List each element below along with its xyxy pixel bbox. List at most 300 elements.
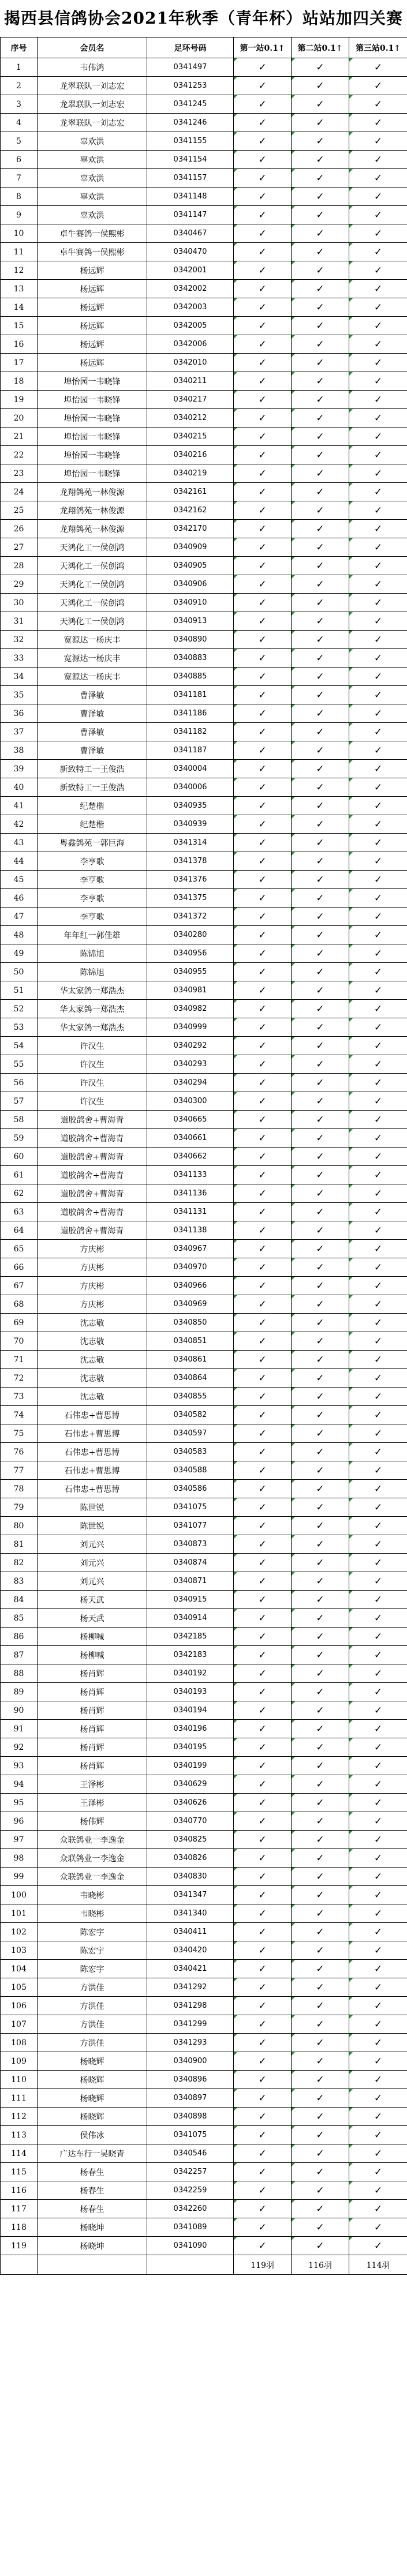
cell-flag-icon <box>349 58 353 62</box>
row-number: 29 <box>1 575 38 594</box>
stage-3-check <box>349 981 407 1000</box>
check-icon: ✓ <box>258 818 267 830</box>
cell-flag-icon <box>234 1221 237 1225</box>
check-icon: ✓ <box>374 393 383 406</box>
cell-flag-icon <box>292 1498 295 1502</box>
cell-flag-icon <box>292 114 295 117</box>
cell-flag-icon <box>292 981 295 985</box>
check-icon: ✓ <box>258 153 267 166</box>
row-number: 119 <box>1 2237 38 2255</box>
member-name: 众联鸽业一李逸金 <box>38 1868 147 1886</box>
cell-flag-icon <box>292 557 295 560</box>
check-icon: ✓ <box>374 837 383 849</box>
check-icon: ✓ <box>258 1907 267 1919</box>
check-icon: ✓ <box>374 1187 383 1199</box>
member-name: 曹泽敏 <box>38 686 147 704</box>
check-icon: ✓ <box>258 338 267 350</box>
member-name: 方洪佳 <box>38 2034 147 2052</box>
stage-2-check <box>292 1757 349 1775</box>
row-number: 52 <box>1 1000 38 1018</box>
member-name: 众联鸽业一李逸金 <box>38 1831 147 1849</box>
row-number: 55 <box>1 1055 38 1074</box>
check-icon: ✓ <box>374 1833 383 1846</box>
stage-1-check <box>234 926 292 944</box>
stage-3-check <box>349 2163 407 2181</box>
stage-2-check <box>292 2089 349 2108</box>
cell-flag-icon <box>349 1461 353 1465</box>
stage-1-check <box>234 1055 292 1074</box>
check-icon: ✓ <box>316 1483 324 1495</box>
stage-2-check <box>292 1831 349 1849</box>
cell-flag-icon <box>234 1757 237 1760</box>
cell-flag-icon <box>292 1018 295 1022</box>
member-name: 杨远辉 <box>38 298 147 317</box>
check-icon: ✓ <box>374 1963 383 1975</box>
check-icon: ✓ <box>374 541 383 553</box>
ring-number: 0341378 <box>147 852 234 871</box>
table-row <box>1 1388 407 1406</box>
stage-2-check <box>292 446 349 464</box>
stage-2-check <box>292 1443 349 1461</box>
member-name: 辜欢洪 <box>38 151 147 169</box>
stage-2-check <box>292 686 349 704</box>
cell-flag-icon <box>292 1978 295 1982</box>
ring-number: 0341138 <box>147 1221 234 1240</box>
member-name: 王泽彬 <box>38 1794 147 1812</box>
table-row <box>1 77 407 95</box>
check-icon: ✓ <box>316 2000 324 2012</box>
check-icon: ✓ <box>258 1778 267 1790</box>
check-icon: ✓ <box>258 1132 267 1144</box>
cell-flag-icon <box>292 1443 295 1446</box>
ring-number: 0340470 <box>147 243 234 261</box>
stage-3-check <box>349 557 407 575</box>
check-icon: ✓ <box>374 873 383 886</box>
check-icon: ✓ <box>374 1815 383 1827</box>
cell-flag-icon <box>349 1923 353 1926</box>
check-icon: ✓ <box>316 2055 324 2067</box>
member-name: 新致特工一王俊浩 <box>38 760 147 778</box>
ring-number: 0340935 <box>147 797 234 815</box>
table-row <box>1 1535 407 1554</box>
check-icon: ✓ <box>374 1926 383 1938</box>
stage-3-check <box>349 1406 407 1424</box>
ring-number: 0341077 <box>147 1517 234 1535</box>
table-row <box>1 280 407 298</box>
cell-flag-icon <box>292 1664 295 1668</box>
check-icon: ✓ <box>316 1132 324 1144</box>
ring-number: 0340546 <box>147 2144 234 2163</box>
stage-1-check <box>234 2052 292 2071</box>
check-icon: ✓ <box>316 1630 324 1643</box>
cell-flag-icon <box>349 2163 353 2166</box>
stage-2-check <box>292 2126 349 2144</box>
stage-1-check <box>234 741 292 760</box>
stage-3-check <box>349 2181 407 2200</box>
table-row <box>1 1997 407 2015</box>
table-row <box>1 760 407 778</box>
cell-flag-icon <box>349 871 353 874</box>
stage-2-check <box>292 1221 349 1240</box>
check-icon: ✓ <box>258 1224 267 1236</box>
check-icon: ✓ <box>258 1944 267 1956</box>
table-row <box>1 1904 407 1923</box>
check-icon: ✓ <box>316 763 324 775</box>
cell-flag-icon <box>349 317 353 320</box>
table-row <box>1 261 407 280</box>
cell-flag-icon <box>349 1184 353 1188</box>
check-icon: ✓ <box>316 1206 324 1218</box>
check-icon: ✓ <box>374 61 383 73</box>
table-row <box>1 723 407 741</box>
check-icon: ✓ <box>258 1870 267 1883</box>
check-icon: ✓ <box>316 726 324 738</box>
check-icon: ✓ <box>316 578 324 590</box>
check-icon: ✓ <box>316 744 324 756</box>
table-row <box>1 1184 407 1203</box>
check-icon: ✓ <box>258 2037 267 2049</box>
cell-flag-icon <box>292 335 295 339</box>
table-row <box>1 2144 407 2163</box>
stage-2-check <box>292 2144 349 2163</box>
cell-flag-icon <box>292 1203 295 1206</box>
check-icon: ✓ <box>374 2073 383 2086</box>
ring-number: 0342260 <box>147 2200 234 2218</box>
row-number: 34 <box>1 668 38 686</box>
stage-2-check <box>292 464 349 483</box>
cell-flag-icon <box>234 1314 237 1317</box>
cell-flag-icon <box>292 1683 295 1686</box>
stage-3-check <box>349 963 407 981</box>
member-name: 杨晓辉 <box>38 2052 147 2071</box>
cell-flag-icon <box>292 1591 295 1594</box>
stage-3-check <box>349 1148 407 1166</box>
check-icon: ✓ <box>374 117 383 129</box>
cell-flag-icon <box>349 1738 353 1742</box>
stage-1-check <box>234 132 292 151</box>
cell-flag-icon <box>234 1351 237 1354</box>
stage-3-check <box>349 1775 407 1794</box>
member-name: 韦晓彬 <box>38 1904 147 1923</box>
stage-3-check <box>349 280 407 298</box>
cell-flag-icon <box>234 188 237 191</box>
check-icon: ✓ <box>316 670 324 683</box>
check-icon: ✓ <box>316 1723 324 1735</box>
check-icon: ✓ <box>258 800 267 812</box>
member-name: 方洪佳 <box>38 1978 147 1997</box>
check-icon: ✓ <box>258 984 267 996</box>
member-name: 杨春生 <box>38 2200 147 2218</box>
cell-flag-icon <box>349 243 353 246</box>
table-row <box>1 1258 407 1277</box>
check-icon: ✓ <box>374 818 383 830</box>
check-icon: ✓ <box>258 246 267 258</box>
cell-flag-icon <box>234 1794 237 1797</box>
ring-number: 0342259 <box>147 2181 234 2200</box>
check-icon: ✓ <box>258 2203 267 2215</box>
cell-flag-icon <box>349 704 353 708</box>
table-row <box>1 1517 407 1535</box>
ring-number: 0340193 <box>147 1683 234 1701</box>
row-number: 116 <box>1 2181 38 2200</box>
check-icon: ✓ <box>316 117 324 129</box>
check-icon: ✓ <box>258 1963 267 1975</box>
stage-2-check <box>292 981 349 1000</box>
row-number: 108 <box>1 2034 38 2052</box>
cell-flag-icon <box>234 557 237 560</box>
stage-2-check <box>292 1018 349 1037</box>
member-name: 埠怡园一韦晓锋 <box>38 464 147 483</box>
row-number: 24 <box>1 483 38 501</box>
cell-flag-icon <box>349 354 353 357</box>
cell-flag-icon <box>292 243 295 246</box>
cell-flag-icon <box>292 298 295 302</box>
cell-flag-icon <box>349 1941 353 1945</box>
member-name: 石伟忠+曹思博 <box>38 1461 147 1480</box>
check-icon: ✓ <box>374 1372 383 1384</box>
cell-flag-icon <box>349 1794 353 1797</box>
check-icon: ✓ <box>258 1077 267 1089</box>
check-icon: ✓ <box>316 1095 324 1107</box>
check-icon: ✓ <box>258 1003 267 1015</box>
stage-3-check <box>349 815 407 834</box>
member-name: 纪楚楷 <box>38 797 147 815</box>
stage-3-check <box>349 1277 407 1295</box>
stage-3-check <box>349 797 407 815</box>
member-name: 道胶鸽舍+曹海青 <box>38 1129 147 1148</box>
stage-2-check <box>292 483 349 501</box>
cell-flag-icon <box>234 834 237 837</box>
row-number: 26 <box>1 520 38 538</box>
ring-number: 0341131 <box>147 1203 234 1221</box>
row-number: 38 <box>1 741 38 760</box>
table-row <box>1 2218 407 2237</box>
check-icon: ✓ <box>258 117 267 129</box>
cell-flag-icon <box>349 1332 353 1336</box>
ring-number: 0340830 <box>147 1868 234 1886</box>
member-name: 杨晓坤 <box>38 2218 147 2237</box>
ring-number: 0342010 <box>147 354 234 372</box>
cell-flag-icon <box>234 1960 237 1963</box>
stage-2-check <box>292 1554 349 1572</box>
check-icon: ✓ <box>374 172 383 184</box>
ring-number: 0340910 <box>147 594 234 612</box>
cell-flag-icon <box>234 224 237 228</box>
stage-3-check <box>349 1720 407 1738</box>
check-icon: ✓ <box>374 2110 383 2123</box>
stage-1-check <box>234 1609 292 1628</box>
stage-1-check <box>234 188 292 206</box>
row-number: 57 <box>1 1092 38 1111</box>
check-icon: ✓ <box>258 1483 267 1495</box>
member-name: 沈志敬 <box>38 1314 147 1332</box>
table-row <box>1 501 407 520</box>
check-icon: ✓ <box>258 1686 267 1698</box>
cell-flag-icon <box>234 1240 237 1243</box>
member-name: 杨远辉 <box>38 354 147 372</box>
stage-2-check <box>292 1277 349 1295</box>
table-row <box>1 1978 407 1997</box>
row-number: 111 <box>1 2089 38 2108</box>
ring-number: 0342185 <box>147 1628 234 1646</box>
cell-flag-icon <box>292 1628 295 1631</box>
stage-3-check <box>349 95 407 114</box>
table-row <box>1 1609 407 1628</box>
stage-2-check <box>292 1609 349 1628</box>
ring-number: 0341372 <box>147 908 234 926</box>
check-icon: ✓ <box>316 2184 324 2196</box>
check-icon: ✓ <box>316 1981 324 1993</box>
stage-2-check <box>292 151 349 169</box>
results-table <box>0 37 407 2275</box>
cell-flag-icon <box>349 1111 353 1114</box>
table-row <box>1 1941 407 1960</box>
ring-number: 0340871 <box>147 1572 234 1591</box>
cell-flag-icon <box>292 1332 295 1336</box>
table-row <box>1 520 407 538</box>
member-name: 石伟忠+曹思博 <box>38 1424 147 1443</box>
member-name: 陈世锐 <box>38 1517 147 1535</box>
stage-2-check <box>292 1886 349 1904</box>
cell-flag-icon <box>234 1295 237 1299</box>
cell-flag-icon <box>234 1000 237 1003</box>
check-icon: ✓ <box>374 486 383 498</box>
cell-flag-icon <box>234 1480 237 1483</box>
stage-1-check <box>234 908 292 926</box>
cell-flag-icon <box>234 1849 237 1853</box>
check-icon: ✓ <box>316 873 324 886</box>
check-icon: ✓ <box>316 597 324 609</box>
table-row <box>1 1498 407 1517</box>
check-icon: ✓ <box>316 1778 324 1790</box>
row-number: 80 <box>1 1517 38 1535</box>
check-icon: ✓ <box>258 1390 267 1403</box>
stage-1-check <box>234 446 292 464</box>
cell-flag-icon <box>349 2052 353 2056</box>
stage-3-check <box>349 649 407 668</box>
member-name: 许汉生 <box>38 1074 147 1092</box>
stage-3-check <box>349 834 407 852</box>
ring-number: 0340851 <box>147 1332 234 1351</box>
stage-3-check <box>349 2218 407 2237</box>
check-icon: ✓ <box>374 615 383 627</box>
stage-1-check <box>234 2237 292 2255</box>
cell-flag-icon <box>234 963 237 966</box>
stage-2-check <box>292 1997 349 2015</box>
check-icon: ✓ <box>316 412 324 424</box>
cell-flag-icon <box>292 1923 295 1926</box>
cell-flag-icon <box>234 704 237 708</box>
cell-flag-icon <box>234 1775 237 1779</box>
cell-flag-icon <box>292 77 295 80</box>
cell-flag-icon <box>292 1997 295 2000</box>
stage-1-check <box>234 1720 292 1738</box>
row-number: 103 <box>1 1941 38 1960</box>
stage-2-check <box>292 1037 349 1055</box>
check-icon: ✓ <box>258 1261 267 1273</box>
check-icon: ✓ <box>316 172 324 184</box>
cell-flag-icon <box>349 575 353 579</box>
row-number: 54 <box>1 1037 38 1055</box>
cell-flag-icon <box>292 428 295 431</box>
check-icon: ✓ <box>258 1409 267 1421</box>
check-icon: ✓ <box>316 560 324 572</box>
member-name: 杨柳喊 <box>38 1628 147 1646</box>
stage-3-check <box>349 1240 407 1258</box>
cell-flag-icon <box>234 760 237 763</box>
cell-flag-icon <box>349 1406 353 1409</box>
check-icon: ✓ <box>316 338 324 350</box>
cell-flag-icon <box>292 1314 295 1317</box>
check-icon: ✓ <box>374 1797 383 1809</box>
member-name: 陈锦旭 <box>38 963 147 981</box>
ring-number: 0340861 <box>147 1351 234 1369</box>
check-icon: ✓ <box>374 1667 383 1679</box>
cell-flag-icon <box>234 1461 237 1465</box>
check-icon: ✓ <box>258 449 267 461</box>
cell-flag-icon <box>234 1904 237 1908</box>
cell-flag-icon <box>292 2015 295 2019</box>
row-number: 92 <box>1 1738 38 1757</box>
header-stage-1: 第一站0.1↑ <box>234 38 292 58</box>
ring-number: 0341253 <box>147 77 234 95</box>
row-number: 118 <box>1 2218 38 2237</box>
table-row <box>1 631 407 649</box>
check-icon: ✓ <box>374 375 383 387</box>
check-icon: ✓ <box>316 541 324 553</box>
ring-number: 0340900 <box>147 2052 234 2071</box>
table-row <box>1 1443 407 1461</box>
row-number: 49 <box>1 944 38 963</box>
stage-2-check <box>292 908 349 926</box>
check-icon: ✓ <box>374 984 383 996</box>
row-number: 61 <box>1 1166 38 1184</box>
check-icon: ✓ <box>374 1150 383 1163</box>
table-row <box>1 1148 407 1166</box>
stage-3-check <box>349 77 407 95</box>
stage-2-check <box>292 2034 349 2052</box>
ring-number: 0340215 <box>147 428 234 446</box>
check-icon: ✓ <box>316 1113 324 1126</box>
ring-number: 0340915 <box>147 1591 234 1609</box>
table-row <box>1 1480 407 1498</box>
stage-1-check <box>234 815 292 834</box>
table-row <box>1 686 407 704</box>
stage-2-check <box>292 668 349 686</box>
stage-1-check <box>234 2144 292 2163</box>
stage-2-check <box>292 1517 349 1535</box>
check-icon: ✓ <box>316 910 324 923</box>
cell-flag-icon <box>349 1572 353 1576</box>
stage-2-check <box>292 1055 349 1074</box>
check-icon: ✓ <box>258 1926 267 1938</box>
check-icon: ✓ <box>258 541 267 553</box>
member-name: 杨晓辉 <box>38 2089 147 2108</box>
stage-3-check <box>349 188 407 206</box>
row-number: 95 <box>1 1794 38 1812</box>
ring-number: 0340583 <box>147 1443 234 1461</box>
table-row <box>1 704 407 723</box>
check-icon: ✓ <box>316 1261 324 1273</box>
stage-2-check <box>292 1849 349 1868</box>
stage-1-check <box>234 298 292 317</box>
table-row <box>1 741 407 760</box>
stage-2-check <box>292 391 349 409</box>
stage-1-check <box>234 1184 292 1203</box>
cell-flag-icon <box>234 2218 237 2222</box>
stage-3-check <box>349 1978 407 1997</box>
stage-3-check <box>349 852 407 871</box>
